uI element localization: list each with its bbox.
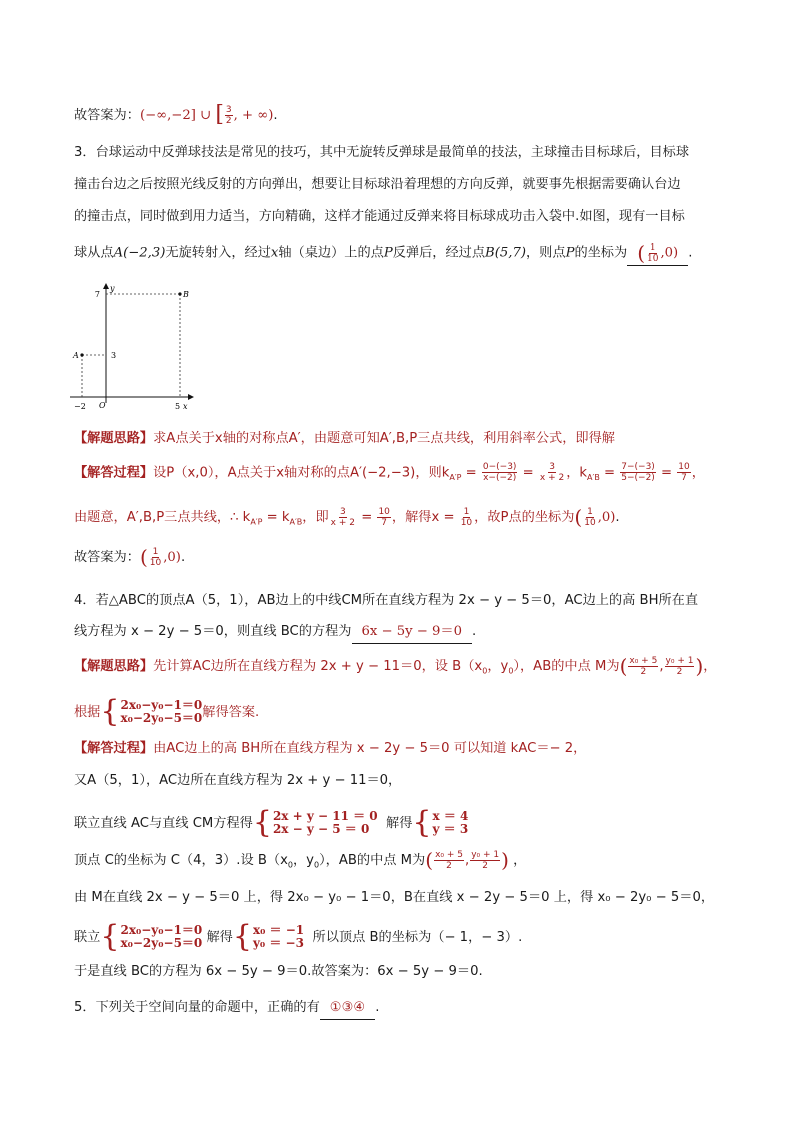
answer-line-3: 故答案为：( $\frac{1}{10}$ ,0).	[74, 545, 186, 569]
solution-4-process-2: 又A（5，1），AC边所在直线方程为 2x + y − 11＝0，	[74, 773, 402, 788]
solution-3-process-2: 由题意，A′,B,P三点共线，∴ $k_{A'P} = k_{A'B}$，即 $\frac{3}{x + 2}$ = $\frac{10}{7}$ ，解得x = $\frac{1}{10}$ ，故P点的坐标为( $\frac{1}{10}$ ,0).	[74, 505, 620, 529]
equation-system: { x ＝ 4 y ＝ 3	[412, 805, 469, 840]
point-b	[178, 292, 181, 295]
fraction: $\frac{1}{10}$	[647, 242, 659, 264]
fraction: $\frac{3}{x + 2}$	[539, 462, 565, 483]
problem-5-line-1: 5．下列关于空间向量的命题中，正确的有 ①③④ .	[74, 997, 724, 1020]
coordinate-graph	[70, 283, 198, 415]
label-y: y	[110, 284, 115, 293]
label-m2: −2	[74, 402, 86, 411]
answer-line-prev: 故答案为：(−∞,−2] ∪ [ $\frac{3}{2}$ , + ∞).	[74, 102, 278, 127]
solution-4-idea: 【解题思路】先计算AC边所在直线方程为 2x + y − 11＝0，设 $B(x_0$，$y_0$），AB的中点 M为( $\frac{\text{x₀ + 5}}{2}$ , $\frac{\text{y₀ + 1}}{2}$ )，	[74, 654, 717, 678]
label-5: 5	[175, 402, 181, 411]
problem-3-line-2: 撞击台边之后按照光线反射的方向弹出，想要让目标球沿着理想的方向反弹，就要事先根据需要确认台边	[74, 177, 681, 192]
problem-3-line-1: 3．台球运动中反弹球技法是常见的技巧，其中无旋转反弹球是最简单的技法，主球撞击目标球后，目标球	[74, 145, 690, 160]
equation-system: { x₀ ＝ −1 y₀ ＝ −3	[232, 919, 305, 954]
label-o: O	[99, 401, 106, 410]
fraction: $\frac{\text{y₀ + 1}}{2}$	[471, 849, 500, 871]
solution-4-process-4: 顶点 C的坐标为 C（4，3）.设 $B(x_0$，$y_0$），AB的中点 M为( $\frac{\text{x₀ + 5}}{2}$ , $\frac{\text{y₀ + 1}}{2}$ ) ，	[74, 848, 527, 872]
problem-4-line-2: 线方程为 x − 2y − 5＝0，则直线 BC的方程为 6x − 5y − 9＝0 .	[74, 621, 724, 644]
fraction: $\frac{7-(-3)}{5-(-2)}$	[621, 462, 655, 483]
x-axis-arrow	[188, 394, 194, 400]
solution-4-idea-2: 根据 { 2x₀−y₀−1＝0 x₀−2y₀−5＝0 解得答案.	[74, 694, 260, 729]
y-axis-arrow	[103, 283, 109, 289]
fraction: $\frac{0-(-3)}{x-(-2)}$	[482, 462, 517, 483]
answer-blank: ( $\frac{1}{10}$ ,0)	[627, 242, 688, 266]
solution-4-process-3: 联立直线 AC与直线 CM方程得 { 2x + y − 11 ＝ 0 2x − y − 5 ＝ 0 解得 { x ＝ 4 y ＝ 3	[74, 805, 469, 840]
point-a	[80, 353, 83, 356]
equation-system: { 2x₀−y₀−1＝0 x₀−2y₀−5＝0	[100, 919, 203, 954]
fraction: $\frac{1}{10}$	[149, 546, 162, 568]
fraction: $\frac{1}{10}$	[460, 506, 473, 528]
fraction: $\frac{\text{y₀ + 1}}{2}$	[665, 655, 694, 677]
answer-blank: ①③④	[320, 997, 375, 1020]
label-b: B	[183, 290, 189, 299]
problem-3-line-3: 的撞击点，同时做到用力适当，方向精确，这样才能通过反弹来将目标球成功击入袋中.如图，现有一目标	[74, 209, 685, 224]
answer-blank: 6x − 5y − 9＝0	[352, 621, 473, 644]
fraction: $\frac{10}{7}$	[678, 462, 690, 483]
fraction: $\frac{\text{x₀ + 5}}{2}$	[629, 655, 658, 677]
problem-4-line-1: 4．若△ABC的顶点A（5，1），AB边上的中线CM所在直线方程为 2x − y − 5＝0，AC边上的高 BH所在直	[74, 593, 699, 608]
solution-4-process-1: 【解答过程】由AC边上的高 BH所在直线方程为 x − 2y − 5＝0 可以知道 kAC＝− 2，	[74, 741, 587, 756]
label-a: A	[73, 351, 79, 360]
fraction: $\frac{10}{7}$	[378, 506, 390, 528]
solution-3-process: 【解答过程】设P（x,0），A点关于x轴对称的点A′(−2,−3)，则$k_{A'P}$ = $\frac{0-(-3)}{x-(-2)}$ = $\frac{3}{x + 2}$ ，$k_{A'B}$ = $\frac{7-(-3)}{5-(-2)}$ = $\frac{10}{7}$ ，	[74, 462, 705, 483]
problem-3-line-4: 球从点A(−2,3)无旋转射入，经过x轴（桌边）上的点P反弹后，经过点B(5,7)，则点P的坐标为 ( $\frac{1}{10}$ ,0) .	[74, 241, 693, 265]
solution-4-process-7: 于是直线 BC的方程为 6x − 5y − 9＝0.故答案为：6x − 5y − 9＝0.	[74, 964, 483, 979]
fraction: $\frac{3}{2}$	[225, 104, 232, 126]
fraction: $\frac{1}{10}$	[584, 506, 596, 528]
equation-system: { 2x₀−y₀−1＝0 x₀−2y₀−5＝0	[100, 694, 203, 729]
solution-3-idea: 【解题思路】求A点关于x轴的对称点A′，由题意可知A′,B,P三点共线，利用斜率公式，即得解	[74, 431, 615, 446]
solution-4-process-6: 联立 { 2x₀−y₀−1＝0 x₀−2y₀−5＝0 解得 { x₀ ＝ −1 y₀ ＝ −3 所以顶点 B的坐标为（− 1，− 3）.	[74, 919, 523, 954]
fraction: $\frac{\text{x₀ + 5}}{2}$	[435, 849, 463, 871]
label-7: 7	[94, 290, 100, 299]
solution-4-process-5: 由 M在直线 2x − y − 5＝0 上，得 2x₀ − y₀ − 1＝0，B在直线 x − 2y − 5＝0 上，得 x₀ − 2y₀ − 5＝0，	[74, 890, 715, 905]
equation-system: { 2x + y − 11 ＝ 0 2x − y − 5 ＝ 0	[252, 805, 378, 840]
fraction: $\frac{3}{x + 2}$	[330, 506, 355, 528]
label-x: x	[183, 402, 188, 411]
label-3: 3	[111, 351, 117, 360]
